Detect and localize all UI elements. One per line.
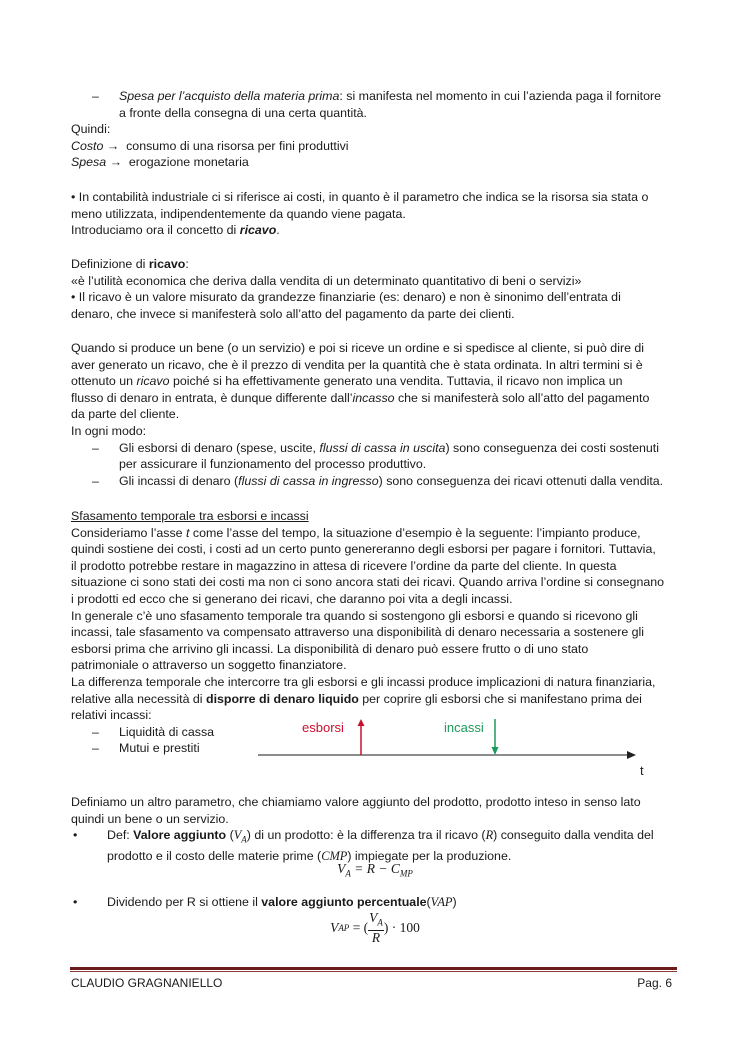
- text: flusso di denaro in entrata, è dunque differente dall’: [71, 390, 353, 405]
- text: : si manifesta nel momento in cui l’azienda paga il fornitore: [339, 89, 662, 103]
- term-valore-aggiunto-percentuale: valore aggiunto percentuale: [261, 895, 427, 909]
- text: :: [185, 257, 189, 271]
- text: ) sono conseguenza dei ricavi ottenuti dalla vendita.: [378, 473, 664, 488]
- definition-quote: «è l’utilità economica che deriva dalla vendita di un determinato quantitativo di beni o servizi»: [71, 273, 582, 288]
- incassi-label: incassi: [444, 720, 484, 735]
- text: a fronte della consegna di una certa quantità.: [119, 105, 367, 120]
- symbol-r: R: [485, 828, 494, 843]
- formula-symbol: V: [337, 861, 346, 876]
- formula-fraction: [368, 911, 384, 945]
- text-line: meno utilizzata, indipendentemente da quando viene pagata.: [71, 206, 406, 221]
- footer-page-number: Pag. 6: [637, 976, 672, 990]
- costo-definition: [71, 138, 677, 155]
- term-ricavo: ricavo: [148, 257, 186, 271]
- text-line: [71, 222, 677, 239]
- text: Definizione di: [71, 257, 149, 271]
- dash-list-item: [71, 440, 677, 457]
- arrow-icon: →: [109, 155, 122, 170]
- section-heading: Sfasamento temporale tra esborsi e incassi: [71, 509, 309, 523]
- text-line: patrimoniale o attraverso un soggetto finanziatore.: [71, 658, 347, 673]
- paragraph-ricavo-incasso: [71, 340, 677, 489]
- formula-subscript: AP: [338, 923, 350, 933]
- text-line: relativi incassi:: [71, 708, 152, 723]
- bullet-list-item: • Dividendo per R si ottiene il valore aggiunto percentuale(VAP): [73, 895, 457, 909]
- text: .: [276, 223, 280, 238]
- spesa-definition: [71, 154, 677, 171]
- dash-list-item-continuation: [71, 105, 677, 122]
- text-line: [71, 373, 677, 390]
- text: Introduciamo ora il concetto di: [71, 223, 240, 238]
- formula-operator: ): [383, 920, 389, 935]
- text-line: [71, 390, 677, 407]
- footer-rule-thin: [70, 971, 677, 972]
- term-disporre-denaro-liquido: disporre di denaro liquido: [206, 691, 359, 706]
- text-line: Quando si produce un bene (o un servizio) e poi si riceve un ordine e si spedisce al cliente, si può dire di: [71, 341, 645, 355]
- text: ottenuto un: [71, 374, 137, 389]
- dash-bullet: –: [92, 473, 99, 488]
- bullet-icon: •: [73, 828, 78, 843]
- formula-operator: = (: [349, 920, 369, 935]
- formula-vap: [300, 908, 450, 948]
- symbol-va: V: [233, 828, 242, 843]
- text: ) impiegate per la produzione.: [347, 849, 512, 864]
- incassi-arrowhead-icon: [492, 747, 499, 755]
- term-spesa-materia-prima: Spesa per l’acquisto della materia prima: [119, 89, 340, 103]
- text-line: incassi, tale sfasamento va compensato attraverso una disponibilità di denaro necessaria a sostenere gli: [71, 625, 645, 640]
- text: Mutui e prestiti: [119, 741, 200, 756]
- bullet-list-item: • Def: Valore aggiunto $(V_A)$ di un prodotto: è la differenza tra il ricavo (R) conseguito dalla vendita del: [73, 828, 654, 845]
- term-ricavo: ricavo: [136, 374, 170, 389]
- esborsi-label: esborsi: [302, 720, 344, 735]
- dash-bullet: –: [92, 724, 99, 739]
- paragraph-valore-aggiunto: [71, 794, 677, 865]
- formula-operator: = R −: [350, 861, 391, 876]
- text: Gli esborsi di denaro (spese, uscite,: [119, 440, 320, 455]
- formula-subscript: A: [345, 868, 351, 879]
- dash-bullet: –: [92, 89, 99, 103]
- text: per coprire gli esborsi che si manifestano prima dei: [358, 691, 642, 706]
- text: prodotto e il costo delle materie prime (: [107, 849, 322, 864]
- text-line: • Il ricavo è un valore misurato da grandezze finanziarie (es: denaro) e non è sinonimo dell’entrata di: [71, 290, 621, 305]
- text: relative alla necessità di: [71, 691, 206, 706]
- term: flussi di cassa in ingresso: [238, 473, 379, 488]
- formula-symbol: C: [390, 861, 400, 876]
- quindi-label: Quindi:: [71, 122, 111, 137]
- symbol-vap: VAP: [430, 895, 453, 909]
- definition-heading: [71, 256, 677, 273]
- text: Dividendo per R si ottiene il: [107, 895, 262, 909]
- dash-bullet: –: [92, 741, 99, 756]
- arrow-icon: →: [106, 138, 120, 153]
- symbol-subscript: A: [241, 834, 247, 845]
- text: Def:: [107, 828, 134, 843]
- formula-operator: · 100: [388, 920, 420, 935]
- timeline-diagram: [250, 715, 670, 785]
- formula-subscript: MP: [399, 868, 413, 879]
- text-line: [71, 691, 677, 708]
- term-t: t: [186, 525, 190, 540]
- term-costo: Costo: [71, 138, 104, 153]
- text-line: quindi sostiene dei costi, i costi ad un certo punto genereranno degli esborsi per pagare i fornitori. Tuttavia,: [71, 542, 656, 557]
- text-line: [71, 525, 677, 542]
- text: per assicurare il funzionamento del processo produttivo.: [119, 457, 427, 472]
- dash-bullet: –: [92, 440, 99, 455]
- text: consumo di una risorsa per fini produttivi: [119, 138, 349, 153]
- text-line: Definiamo un altro parametro, che chiamiamo valore aggiunto del prodotto, prodotto inteso in senso lato: [71, 795, 641, 809]
- bullet-icon: •: [73, 895, 78, 909]
- term-spesa: Spesa: [71, 155, 107, 170]
- text: come l’asse del tempo, la situazione d’esempio è la seguente: l’impianto produce,: [189, 525, 641, 540]
- footer-author: CLAUDIO GRAGNANIELLO: [71, 976, 223, 990]
- text: Gli incassi di denaro (: [119, 473, 239, 488]
- text: erogazione monetaria: [121, 155, 249, 170]
- text: Liquidità di cassa: [119, 724, 215, 739]
- axis-label-t: t: [640, 763, 644, 778]
- text: ) conseguito dalla vendita del: [493, 828, 654, 843]
- text: poiché si ha effettivamente generato una vendita. Tuttavia, il ricavo non implica un: [169, 374, 623, 389]
- term-incasso: incasso: [352, 390, 395, 405]
- text-line: situazione ci sono stati dei costi ma non ci sono ancora stati dei ricavi. Quando arriva l’ordine si consegnano: [71, 575, 665, 590]
- text-line: • In contabilità industriale ci si riferisce ai costi, in quanto è il parametro che indica se la risorsa sia stata o: [71, 190, 649, 204]
- timeline-svg: [250, 715, 670, 785]
- formula-symbol: V: [369, 910, 378, 926]
- text-line: quindi un bene o un servizio.: [71, 811, 229, 826]
- text-line: In ogni modo:: [71, 423, 147, 438]
- text: ) sono conseguenza dei costi sostenuti: [445, 440, 659, 455]
- paragraph-spesa: [71, 88, 677, 171]
- text-line: denaro, che invece si manifesterà solo all’atto del pagamento da parte dei clienti.: [71, 306, 515, 321]
- term: flussi di cassa in uscita: [319, 440, 446, 455]
- text-line: esborsi prima che arrivino gli incassi. La disponibilità di denaro può essere frutto o di uno stato: [71, 641, 589, 656]
- fraction-denominator: R: [371, 929, 381, 945]
- esborsi-arrowhead-icon: [358, 719, 365, 726]
- fraction-numerator: [368, 911, 384, 931]
- text: di un prodotto: è la differenza tra il ricavo (: [250, 828, 486, 843]
- term-ricavo: ricavo: [239, 223, 277, 238]
- text-line: La differenza temporale che intercorre tra gli esborsi e gli incassi produce implicazioni di natura finanziaria,: [71, 674, 656, 689]
- text-line: i prodotti ed ecco che si generano dei ricavi, che daranno poi vita a degli incassi.: [71, 591, 513, 606]
- dash-list-item: [71, 473, 677, 490]
- term-valore-aggiunto: Valore aggiunto: [133, 828, 227, 843]
- formula-valore-aggiunto: [300, 861, 450, 879]
- axis-arrowhead-icon: [627, 751, 636, 759]
- dash-list-item: [71, 88, 677, 105]
- paragraph-definizione-ricavo: [71, 256, 677, 322]
- formula-subscript: A: [377, 917, 383, 928]
- dash-list-item-continuation: [71, 456, 677, 473]
- footer-rule: [70, 967, 677, 970]
- text: che si manifesterà solo all’atto del pagamento: [394, 390, 650, 405]
- text: Consideriamo l’asse: [71, 525, 187, 540]
- symbol-cmp: CMP: [321, 849, 348, 864]
- paragraph-contabilita: [71, 189, 677, 239]
- text-line: aver generato un ricavo, che è il prezzo di vendita per la quantità che è stata ordinata. In altri termini si è: [71, 357, 643, 372]
- text-line: In generale c’è uno sfasamento temporale tra quando si sostengono gli esborsi e quando si ricevono gli: [71, 608, 638, 623]
- text-line: il prodotto potrebbe restare in magazzino in attesa di ricevere l’ordine da parte del cliente. In questa: [71, 558, 617, 573]
- text-line: da parte del cliente.: [71, 407, 180, 422]
- formula-symbol: V: [330, 920, 339, 935]
